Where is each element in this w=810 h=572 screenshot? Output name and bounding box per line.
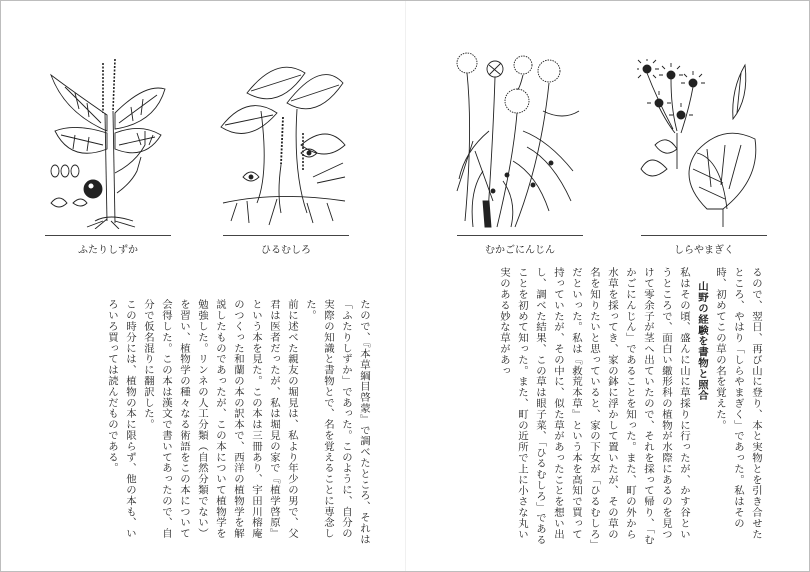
right-intro-paragraph: るので、翌日、再び山に登り、本と実物とを引き合せたところ、やはり「しらやまぎく」であった。私はその時、初めてこの草の名を覚えた。 [714, 267, 762, 540]
mukagoninjin-illustration [453, 51, 581, 231]
caption-mukagoninjin: むかごにんじん [485, 245, 555, 256]
left-paragraph-1: たので、『本草綱目啓蒙』で調べたところ、それは「ふたりしずか」であった。このように、自分の実際の知識と書物とで、名を覚えることに専念した。 [304, 299, 370, 545]
left-page-text [73, 299, 373, 545]
section-heading: 山野の経験を書物と照合 [696, 281, 708, 401]
caption-futarishizuka: ふたりしずか [78, 245, 138, 256]
caption-rule-futarishizuka [45, 235, 171, 236]
caption-hirumushiro: ひるむしろ [261, 245, 311, 256]
caption-shirayamagiku: しらやまぎく [674, 245, 734, 256]
shirayamagiku-illustration [637, 59, 763, 227]
page-gutter [405, 1, 406, 571]
caption-rule-hirumushiro [223, 235, 349, 236]
left-paragraph-2: 前に述べた親友の堀見は、私より年少の男で、父君は医者だったが、私は堀見の家で『植学啓原』という本を見た。この本は三冊あり、宇田川榕庵のつくった和蘭の本の訳本で、西洋の植物学を解説したものであったが、この本について植物学を勉強した。リンネの人工分類（自然分類でない）を習い、植物学の種々なる術語をこの本について会得した。この本は漢文で書いてあったので、自分で仮名混りに翻訳した。 [142, 299, 298, 539]
caption-rule-shirayamagiku [641, 235, 767, 236]
futarishizuka-illustration [45, 53, 169, 229]
hirumushiro-illustration [217, 53, 347, 233]
left-paragraph-3: この時分には、植物の本に限らず、他の本も、いろいろ買っては読んだものである。 [106, 299, 136, 539]
right-paragraph-1: 私はその頃、盛んに山に草採りに行ったが、かす谷というところで、面白い繖形科の植物が水際にあるのを見つけて零余子が茎へ出ていたので、それを採って帰り、「むかごにんじん」であることを知った。また、町の外から水草を採ってき、家の鉢に浮かして置いたが、その草の名を知りたいと思っていると、家の下女が「ひるむしろ」だといった。私は『救荒本草』という本を高知で買って持っていたが、その中に、似た草があったことを想い出し、調べた結果、この草は眼子菜、「ひるむしろ」であることを初めて知った。また、町の近所で上に小さな丸い実のある妙な草があっ [498, 267, 690, 546]
caption-rule-mukagoninjin [457, 235, 583, 236]
right-page-text [459, 267, 765, 547]
